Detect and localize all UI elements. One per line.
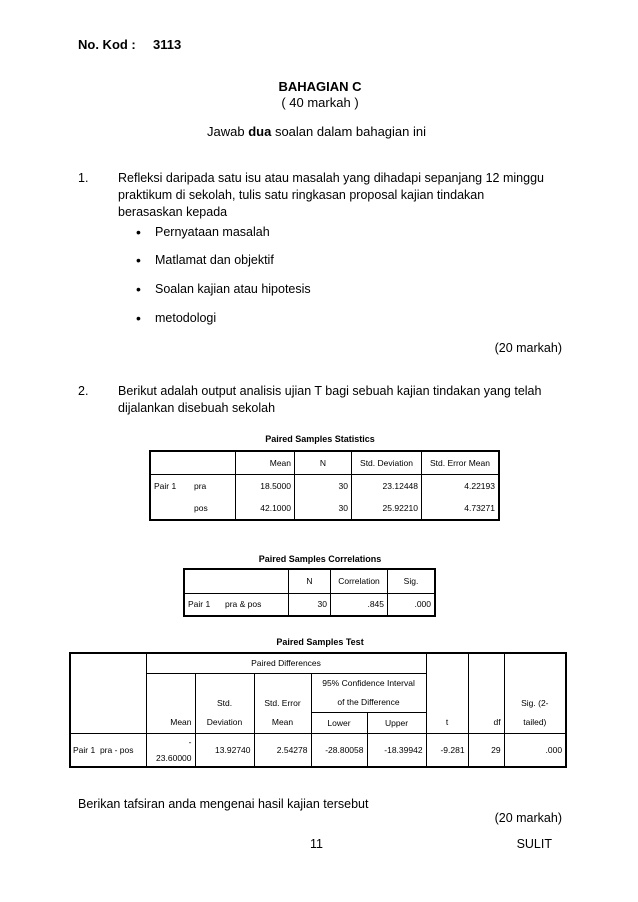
bullet-icon: • <box>136 224 141 240</box>
corr-header-correlation: Correlation <box>331 569 388 593</box>
header-sig-2: tailed) <box>504 712 566 733</box>
header-mean: Mean <box>146 712 195 733</box>
cell-sig: .000 <box>388 593 436 616</box>
cell-correlation: .845 <box>331 593 388 616</box>
cell-mean: - 23.60000 <box>146 733 195 767</box>
stats-table <box>149 450 500 521</box>
section-title: BAHAGIAN C <box>278 79 362 94</box>
cell-upper: -18.39942 <box>367 733 426 767</box>
cell-se: 2.54278 <box>254 733 311 767</box>
table-row <box>150 474 499 497</box>
section-instruction: Jawab dua soalan dalam bahagian ini <box>207 124 426 139</box>
cell-mean: 42.1000 <box>236 497 295 520</box>
status-label: SULIT <box>516 837 552 851</box>
ci-header: 95% Confidence Interval <box>311 673 426 693</box>
stats-header-sd: Std. Deviation <box>352 451 422 474</box>
ci-subheader: of the Difference <box>311 693 426 712</box>
cell-sd: 13.92740 <box>195 733 254 767</box>
test-table <box>69 652 567 768</box>
q2-text: Berikut adalah output analisis ujian T bagi sebuah kajian tindakan yang telah dijalankan disebuah sekolah <box>118 384 542 415</box>
q2-final-instruction: Berikan tafsiran anda mengenai hasil kajian tersebut <box>78 797 369 811</box>
table-row <box>150 497 499 520</box>
page-number: 11 <box>310 837 323 851</box>
corr-table-title: Paired Samples Correlations <box>258 554 382 564</box>
stats-header-sem: Std. Error Mean <box>422 451 500 474</box>
kod-value: 3113 <box>153 37 182 52</box>
bullet-icon: • <box>136 310 141 326</box>
row-label: pra & pos <box>222 593 289 616</box>
bullet-icon: • <box>136 252 141 268</box>
corr-header-n: N <box>289 569 331 593</box>
header-lower: Lower <box>311 712 367 733</box>
corr-table <box>183 568 436 617</box>
cell-mean: 18.5000 <box>236 474 295 497</box>
pair-label: Pair 1 <box>150 474 191 497</box>
q1-number: 1. <box>78 171 89 185</box>
cell-sd: 25.92210 <box>352 497 422 520</box>
header-sig-1: Sig. (2- <box>504 693 566 712</box>
cell-sem: 4.73271 <box>422 497 500 520</box>
kod-label: No. Kod : <box>78 37 136 52</box>
header-t: t <box>426 712 468 733</box>
cell-n: 30 <box>295 497 352 520</box>
q1-text: Refleksi daripada satu isu atau masalah yang dihadapi sepanjang 12 minggu praktikum di sekolah, tulis satu ringkasan proposal kajian tindakan berasaskan kepada <box>118 171 544 219</box>
stats-header-mean: Mean <box>236 451 295 474</box>
header-se-1: Std. Error <box>254 693 311 712</box>
cell-lower: -28.80058 <box>311 733 367 767</box>
row-label: pos <box>191 497 236 520</box>
corr-header-sig: Sig. <box>388 569 436 593</box>
test-table-title: Paired Samples Test <box>276 637 364 647</box>
section-marks: ( 40 markah ) <box>281 95 359 110</box>
q1-marks: (20 markah) <box>494 341 562 355</box>
header-upper: Upper <box>367 712 426 733</box>
cell-t: -9.281 <box>426 733 468 767</box>
cell-n: 30 <box>295 474 352 497</box>
table-row <box>70 733 566 767</box>
q2-marks: (20 markah) <box>494 811 562 825</box>
header-std-2: Deviation <box>195 712 254 733</box>
header-se-2: Mean <box>254 712 311 733</box>
header-std-1: Std. <box>195 693 254 712</box>
stats-table-title: Paired Samples Statistics <box>265 434 375 444</box>
row-label: pra <box>191 474 236 497</box>
table-row <box>184 593 435 616</box>
cell-df: 29 <box>468 733 504 767</box>
pair-row-label: Pair 1 pra - pos <box>70 733 146 767</box>
paired-differences-header: Paired Differences <box>146 653 426 673</box>
bullet-icon: • <box>136 281 141 297</box>
stats-header-n: N <box>295 451 352 474</box>
cell-sig: .000 <box>504 733 566 767</box>
cell-n: 30 <box>289 593 331 616</box>
cell-sem: 4.22193 <box>422 474 500 497</box>
header-df: df <box>468 712 504 733</box>
pair-label: Pair 1 <box>184 593 222 616</box>
cell-sd: 23.12448 <box>352 474 422 497</box>
q2-number: 2. <box>78 384 89 398</box>
